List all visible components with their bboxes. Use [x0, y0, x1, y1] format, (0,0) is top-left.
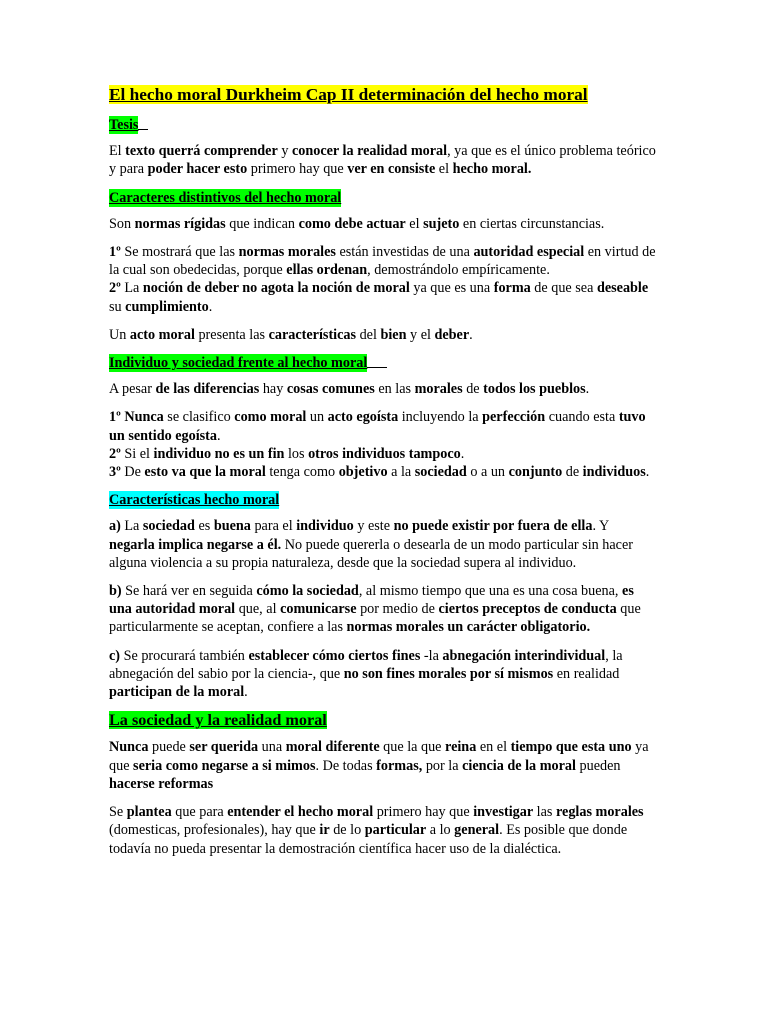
bold-text-run: de las diferencias — [155, 381, 260, 398]
text-run: No puede quererla o desearla de un modo particular sin hacer alguna violencia a su propia naturaleza, desde que la sociedad supera al individuo. — [109, 536, 633, 571]
text-run: . Y — [592, 518, 609, 535]
bold-text-run: tuvo un sentido egoísta — [109, 409, 646, 444]
text-run: a la — [387, 464, 415, 481]
bold-text-run: otros individuos tampoco — [308, 445, 461, 462]
text-run: su — [109, 298, 126, 315]
text-run: del — [356, 326, 381, 343]
bold-text-run: abnegación interindividual — [442, 647, 606, 664]
section-heading: Tesis — [109, 117, 139, 133]
text-run: por medio de — [356, 601, 439, 618]
text-run: pueden — [575, 757, 621, 774]
text-run: puede — [148, 739, 190, 756]
bold-text-run: cómo la sociedad — [256, 583, 359, 600]
text-run: hay — [259, 381, 287, 398]
paragraph — [109, 738, 657, 793]
text-run: el — [405, 215, 424, 232]
bold-text-run: comunicarse — [280, 601, 357, 618]
text-run: , al mismo tiempo que una es una cosa buena, — [358, 583, 623, 600]
bold-text-run: particular — [364, 822, 427, 839]
text-run: Se mostrará que las — [120, 244, 239, 261]
text-run: . — [460, 445, 465, 462]
document-page — [109, 84, 657, 858]
bold-text-run: noción de deber no agota la noción de moral — [142, 280, 410, 297]
bold-text-run: bien — [380, 326, 407, 343]
paragraph — [109, 803, 657, 858]
bold-text-run: reina — [445, 739, 477, 756]
bold-text-run: hecho moral. — [452, 161, 532, 178]
text-run: . — [585, 381, 590, 398]
paragraph — [109, 326, 657, 344]
bold-text-run: objetivo — [338, 464, 388, 481]
bold-text-run: ellas ordenan — [286, 262, 368, 279]
bold-text-run: entender el hecho moral — [227, 804, 374, 821]
bold-text-run: conocer la realidad moral — [291, 143, 448, 160]
text-run: por la — [422, 757, 463, 774]
bold-text-run: individuo — [296, 518, 354, 535]
text-run: -la — [420, 647, 443, 664]
bold-text-run: cosas comunes — [286, 381, 375, 398]
text-run: (domesticas, profesionales), hay que — [109, 822, 320, 839]
bold-text-run: negarla implica negarse a él. — [109, 536, 282, 553]
bold-text-run: 1º — [109, 244, 121, 261]
text-run: ya que es una — [409, 280, 494, 297]
text-run: de — [462, 381, 484, 398]
text-run: ya que — [109, 739, 649, 774]
text-run: de — [562, 464, 583, 481]
bold-text-run: como moral — [234, 409, 307, 426]
text-run: en las — [374, 381, 415, 398]
text-run: primero hay que — [373, 804, 474, 821]
text-run: que, al — [235, 601, 281, 618]
text-run: Se procurará también — [120, 647, 249, 664]
text-run: en ciertas circunstancias. — [459, 215, 605, 232]
paragraph — [109, 517, 657, 572]
bold-text-run: establecer cómo ciertos fines — [248, 647, 421, 664]
bold-text-run: Nunca — [109, 739, 149, 756]
text-run: a lo — [426, 822, 455, 839]
bold-text-run: ciencia de la moral — [462, 757, 576, 774]
section-sociedad-realidad — [109, 711, 657, 857]
bold-text-run: sujeto — [423, 215, 460, 232]
text-run: , ya que es el único problema teórico y para — [109, 143, 656, 178]
text-run: primero hay que — [247, 161, 348, 178]
bold-text-run: formas, — [376, 757, 423, 774]
text-run: . Es posible que donde todavía no pueda presentar la demostración científica hacer uso de la dialéctica. — [109, 822, 628, 857]
text-run: , demostrándolo empíricamente. — [367, 262, 550, 279]
bold-text-run: buena — [213, 518, 251, 535]
bold-text-run: individuo no es un fin — [153, 445, 285, 462]
bold-text-run: ir — [319, 822, 330, 839]
bold-text-run: 3º — [109, 464, 121, 481]
section-tesis — [109, 116, 657, 179]
text-run: una — [258, 739, 286, 756]
text-run: Un — [109, 326, 130, 343]
bold-text-run: investigar — [473, 804, 534, 821]
bold-text-run: deseable — [596, 280, 649, 297]
bold-text-run: plantea — [126, 804, 172, 821]
text-run: el — [435, 161, 453, 178]
bold-text-run: perfección — [482, 409, 546, 426]
section-heading: Individuo y sociedad frente al hecho moral — [109, 355, 368, 372]
text-run: para el — [250, 518, 297, 535]
section-caracteres-distintivos — [109, 189, 657, 344]
text-run: es — [194, 518, 214, 535]
text-run: están investidas de una — [335, 244, 474, 261]
paragraph — [109, 243, 657, 316]
text-run: . — [469, 326, 473, 343]
bold-text-run: no puede existir por fuera de ella — [393, 518, 593, 535]
bold-text-run: sociedad — [414, 464, 467, 481]
text-run: De — [120, 464, 145, 481]
bold-text-run: a) — [109, 518, 121, 535]
text-run: los — [284, 445, 309, 462]
text-run: Son — [109, 215, 135, 232]
text-run: . — [244, 684, 248, 701]
bold-text-run: individuos — [582, 464, 646, 481]
bold-text-run: reglas morales — [555, 804, 644, 821]
text-run: que para — [171, 804, 228, 821]
bold-text-run: conjunto — [508, 464, 563, 481]
text-run: , la abnegación del sabio por la ciencia-, que — [109, 647, 623, 682]
bold-text-run: 2º — [109, 445, 121, 462]
text-run: tenga como — [265, 464, 339, 481]
section-caracteristicas — [109, 491, 657, 701]
bold-text-run: ser querida — [189, 739, 259, 756]
bold-text-run: ver en consiste — [347, 161, 436, 178]
text-run: y el — [406, 326, 435, 343]
document-title: El hecho moral Durkheim Cap II determinación del hecho moral — [109, 85, 588, 104]
text-run: un — [306, 409, 328, 426]
bold-text-run: normas morales — [238, 244, 336, 261]
text-run: . — [645, 464, 650, 481]
text-run: cuando esta — [545, 409, 619, 426]
section-individuo-sociedad — [109, 354, 657, 481]
bold-text-run: morales — [414, 381, 463, 398]
bold-text-run: general — [454, 822, 500, 839]
text-run: y — [277, 143, 292, 160]
text-run: presenta las — [194, 326, 269, 343]
section-heading: Caracteres distintivos del hecho moral — [109, 189, 342, 206]
text-run: o a un — [466, 464, 509, 481]
bold-text-run: tiempo que esta uno — [510, 739, 632, 756]
text-run: que la que — [379, 739, 446, 756]
text-run: A pesar — [109, 381, 156, 398]
bold-text-run: poder hacer esto — [147, 161, 248, 178]
text-run: . — [217, 427, 221, 444]
bold-text-run: características — [268, 326, 357, 343]
bold-text-run: forma — [493, 280, 531, 297]
paragraph — [109, 380, 657, 398]
bold-text-run: deber — [434, 326, 470, 343]
bold-text-run: 1º Nunca — [109, 409, 164, 426]
text-run: y este — [353, 518, 394, 535]
bold-text-run: normas morales un carácter obligatorio. — [346, 619, 591, 636]
bold-text-run: como debe actuar — [298, 215, 406, 232]
bold-text-run: ciertos preceptos de conducta — [438, 601, 617, 618]
bold-text-run: b) — [109, 583, 122, 600]
text-run: que particularmente se aceptan, confiere a las — [109, 601, 641, 636]
paragraph — [109, 142, 657, 178]
bold-text-run: normas rígidas — [134, 215, 226, 232]
paragraph — [109, 582, 657, 637]
bold-text-run: autoridad especial — [473, 244, 585, 261]
bold-text-run: hacerse reformas — [109, 775, 214, 792]
bold-text-run: es una autoridad moral — [109, 583, 634, 618]
text-run: . — [208, 298, 213, 315]
paragraph — [109, 647, 657, 702]
bold-text-run: 2º — [109, 280, 121, 297]
text-run: Se — [109, 804, 127, 821]
text-run: en el — [476, 739, 511, 756]
text-run: en virtud de la cual son obedecidas, porque — [109, 244, 656, 279]
text-run: El — [109, 143, 126, 160]
bold-text-run: acto moral — [129, 326, 195, 343]
bold-text-run: acto egoísta — [327, 409, 399, 426]
text-run: en realidad — [553, 665, 620, 682]
bold-text-run: sociedad — [142, 518, 195, 535]
text-run: Si el — [120, 445, 154, 462]
bold-text-run: todos los pueblos — [483, 381, 586, 398]
bold-text-run: c) — [109, 647, 121, 664]
paragraph — [109, 215, 657, 233]
text-run: La — [120, 518, 143, 535]
bold-text-run: esto va que la moral — [144, 464, 266, 481]
bold-text-run: moral diferente — [285, 739, 380, 756]
bold-text-run: seria como negarse a si mimos — [133, 757, 316, 774]
bold-text-run: no son fines morales por sí mismos — [343, 665, 554, 682]
text-run: . De todas — [315, 757, 377, 774]
section-heading: La sociedad y la realidad moral — [109, 711, 327, 730]
bold-text-run: cumplimiento — [125, 298, 209, 315]
text-run: las — [533, 804, 556, 821]
bold-text-run: participan de la moral — [109, 684, 245, 701]
paragraph — [109, 408, 657, 481]
text-run: se clasifico — [163, 409, 235, 426]
text-run: que indican — [225, 215, 299, 232]
bold-text-run: texto querrá comprender — [125, 143, 278, 160]
text-run: incluyendo la — [398, 409, 483, 426]
text-run: de que sea — [530, 280, 597, 297]
section-heading: Características hecho moral — [109, 492, 280, 509]
text-run: de lo — [329, 822, 365, 839]
text-run: Se hará ver en seguida — [121, 583, 257, 600]
text-run: La — [120, 280, 143, 297]
